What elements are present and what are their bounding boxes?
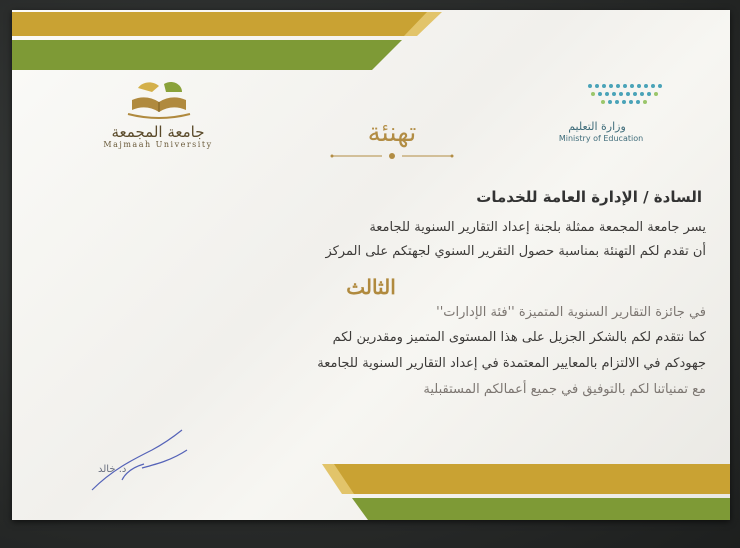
body-line: يسر جامعة المجمعة ممثلة بلجنة إعداد التقارير السنوية للجامعة (369, 220, 706, 235)
certificate-paper (12, 10, 730, 520)
ministry-name-en: Ministry of Education (558, 134, 644, 143)
university-name-ar: جامعة المجمعة (111, 123, 205, 141)
body-line: في جائزة التقارير السنوية المتميزة ''فئة الإدارات'' (436, 305, 706, 320)
book-emblem-icon (124, 80, 194, 122)
body-line: مع تمنياتنا لكم بالتوفيق في جميع أعمالكم المستقبلية (423, 382, 706, 397)
body-line: جهودكم في الالتزام بالمعايير المعتمدة في إعداد التقارير السنوية للجامعة (317, 356, 706, 371)
ministry-name-ar: وزارة التعليم (568, 120, 626, 133)
rank: الثالث (346, 275, 396, 299)
ornament-icon (330, 150, 454, 162)
top-decorative-band (12, 10, 730, 80)
signature-name: د. خالد (98, 464, 127, 475)
body-line: أن تقدم لكم التهنئة بمناسبة حصول التقرير السنوي لجهتكم على المركز (325, 244, 706, 259)
addressee: السادة / الإدارة العامة للخدمات (476, 188, 702, 206)
signature (82, 420, 202, 500)
certificate-title: تهنئة (367, 118, 417, 148)
body-line: كما نتقدم لكم بالشكر الجزيل على هذا المستوى المتميز ومقدرين لكم (332, 330, 706, 345)
dots-pattern-icon (586, 80, 666, 114)
university-name-en: Majmaah University (103, 140, 213, 149)
